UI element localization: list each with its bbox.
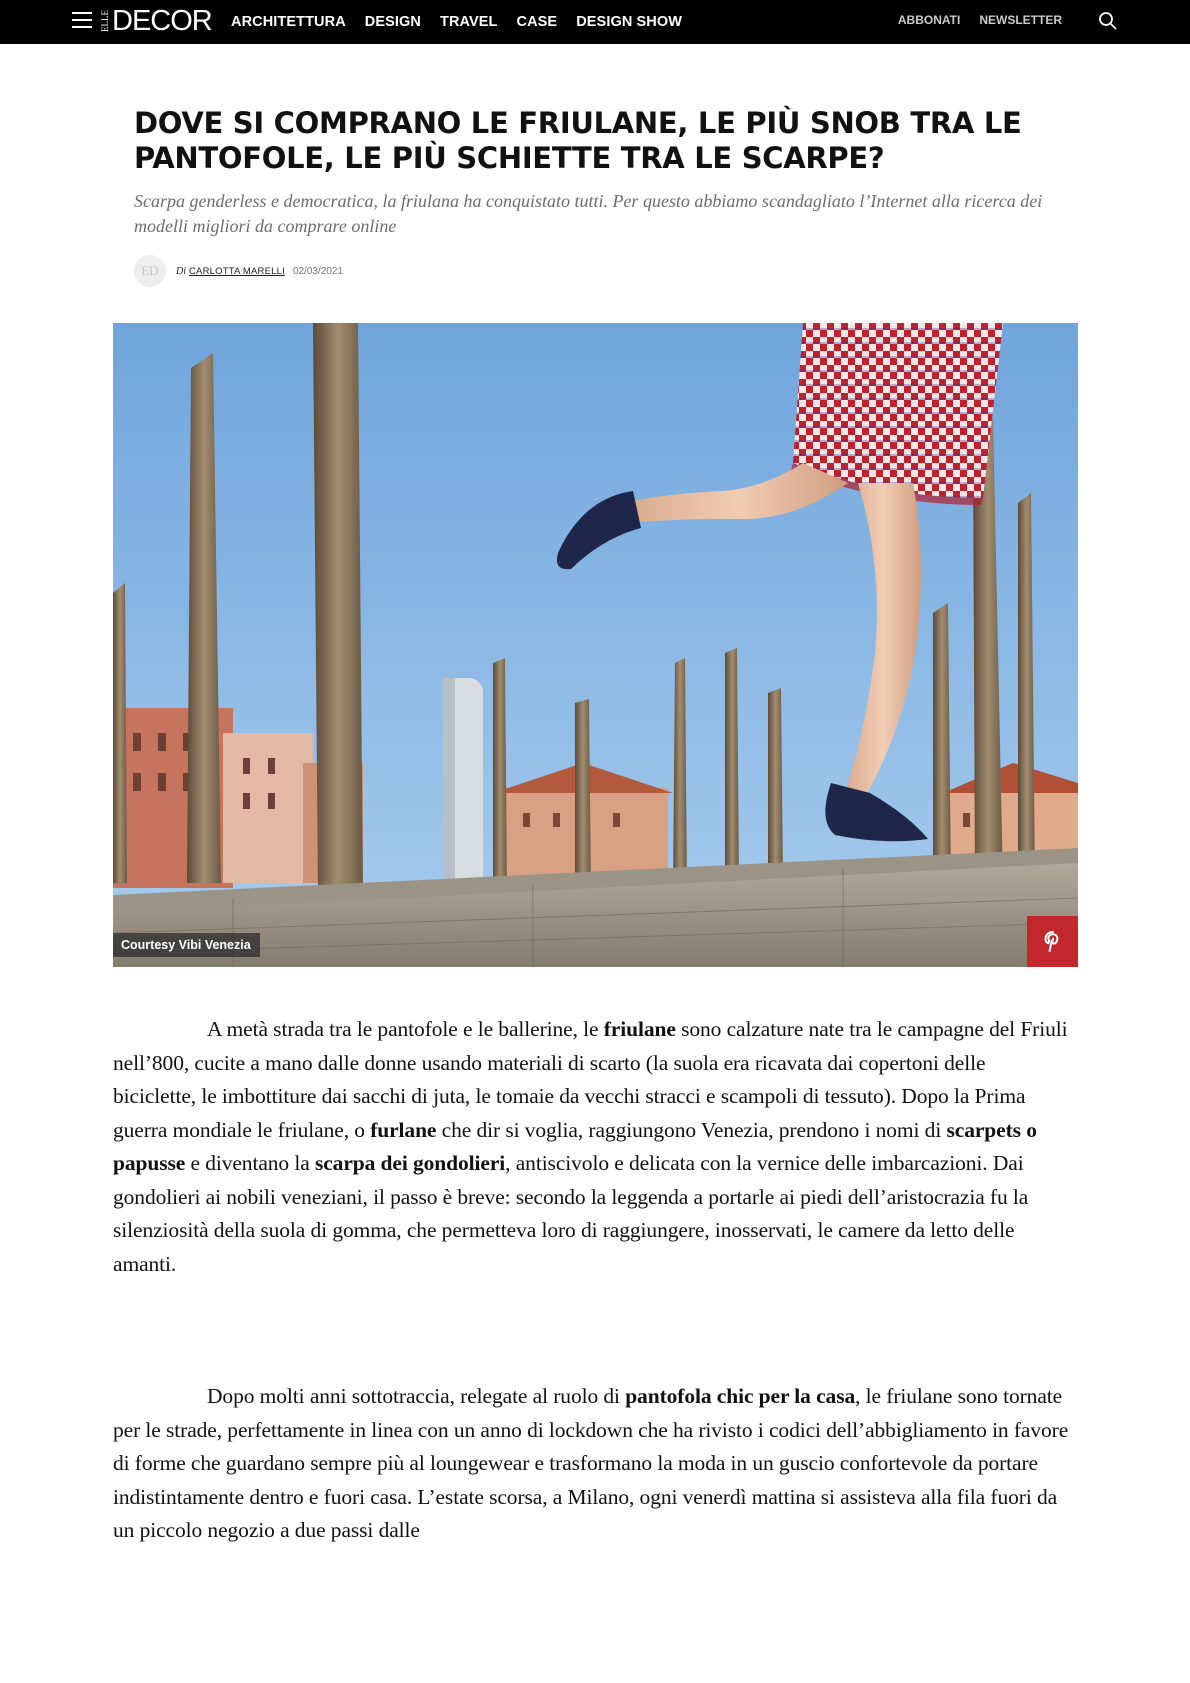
bold-keyword: scarpa dei gondolieri: [314, 1151, 506, 1175]
article-title: DOVE SI COMPRANO LE FRIULANE, LE PIÙ SNOB TRA LE PANTOFOLE, LE PIÙ SCHIETTE TRA LE SCARPE?: [134, 106, 1022, 175]
nav-item-design[interactable]: DESIGN: [364, 14, 421, 30]
hero-illustration: [113, 323, 1078, 967]
byline-prefix: Di: [176, 265, 186, 277]
text-segment: e diventano la: [185, 1151, 315, 1175]
article-paragraph-2: [113, 1380, 1073, 1548]
bold-keyword: scarpets o papusse: [113, 1117, 1037, 1175]
site-logo[interactable]: [101, 3, 212, 39]
text-segment: sono calzature nate tra le campagne del Friuli nell’800, cucite a mano dalle donne usando materiali di scarto (la suola era ricavata dai copertoni delle biciclette, le imbottiture dai sacchi di juta, le tomaie da vecchi stracci e scampoli di tessuto). Dopo la Prima guerra mondiale le friulane, o: [113, 1017, 1068, 1142]
hamburger-menu-icon[interactable]: [72, 12, 92, 30]
byline: [134, 254, 343, 288]
publish-date: 02/03/2021: [292, 265, 343, 277]
pinterest-icon: [1044, 931, 1062, 953]
text-segment: , le friulane sono tornate per le strade, perfettamente in linea con un anno di lockdown che ha rivisto i codici dell’abbigliamento in favore di forme che guardano sempre più al loungewear e trasformano la moda in un guscio confortevole da portare indistintamente dentro e fuori casa. L’estate scorsa, a Milano, ogni venerdì mattina si assisteva alla fila fuori da un piccolo negozio a due passi dalle: [113, 1384, 1069, 1542]
text-segment: A metà strada tra le pantofole e le ballerine, le: [207, 1017, 604, 1041]
top-navigation-bar: [0, 0, 1190, 44]
bold-keyword: pantofola chic per la casa: [625, 1384, 856, 1408]
text-segment: che dir si voglia, raggiungono Venezia, prendono i nomi di: [436, 1117, 947, 1142]
subscribe-link[interactable]: ABBONATI: [897, 13, 961, 27]
bold-keyword: furlane: [370, 1117, 437, 1142]
article-subtitle: Scarpa genderless e democratica, la friulana ha conquistato tutti. Per questo abbiamo scandagliato l’Internet alla ricerca dei modelli migliori da comprare online: [134, 191, 1043, 236]
nav-item-design-show[interactable]: DESIGN SHOW: [576, 14, 683, 30]
text-segment: Dopo molti anni sottotraccia, relegate al ruolo di: [207, 1384, 626, 1408]
nav-item-travel[interactable]: TRAVEL: [439, 14, 498, 30]
nav-item-architettura[interactable]: ARCHITETTURA: [231, 14, 346, 30]
logo-decor-text: DECOR: [112, 4, 212, 37]
newsletter-link[interactable]: NEWSLETTER: [979, 13, 1062, 27]
bold-keyword: friulane: [603, 1017, 676, 1041]
hero-image: [113, 323, 1078, 967]
article-paragraph-1: [113, 1013, 1073, 1281]
utility-nav: [879, 0, 1062, 40]
logo-elle-text: ELLE: [100, 10, 110, 32]
text-segment: , antiscivolo e delicata con la vernice delle imbarcazioni. Dai gondolieri ai nobili veneziani, il passo è breve: secondo la leggenda a portarle ai piedi dell’aristocrazia fu la silenziosità della suola di gomma, che permetteva loro di raggiungere, inosservati, le camere da letto delle amanti.: [113, 1151, 1029, 1276]
author-avatar: ED: [134, 255, 166, 287]
search-icon[interactable]: [1098, 11, 1118, 31]
author-link[interactable]: CARLOTTA MARELLI: [189, 265, 285, 277]
nav-item-case[interactable]: CASE: [516, 14, 558, 30]
main-nav: [231, 0, 701, 44]
pinterest-share-button[interactable]: [1027, 916, 1078, 967]
image-credit: Courtesy Vibi Venezia: [113, 933, 260, 957]
